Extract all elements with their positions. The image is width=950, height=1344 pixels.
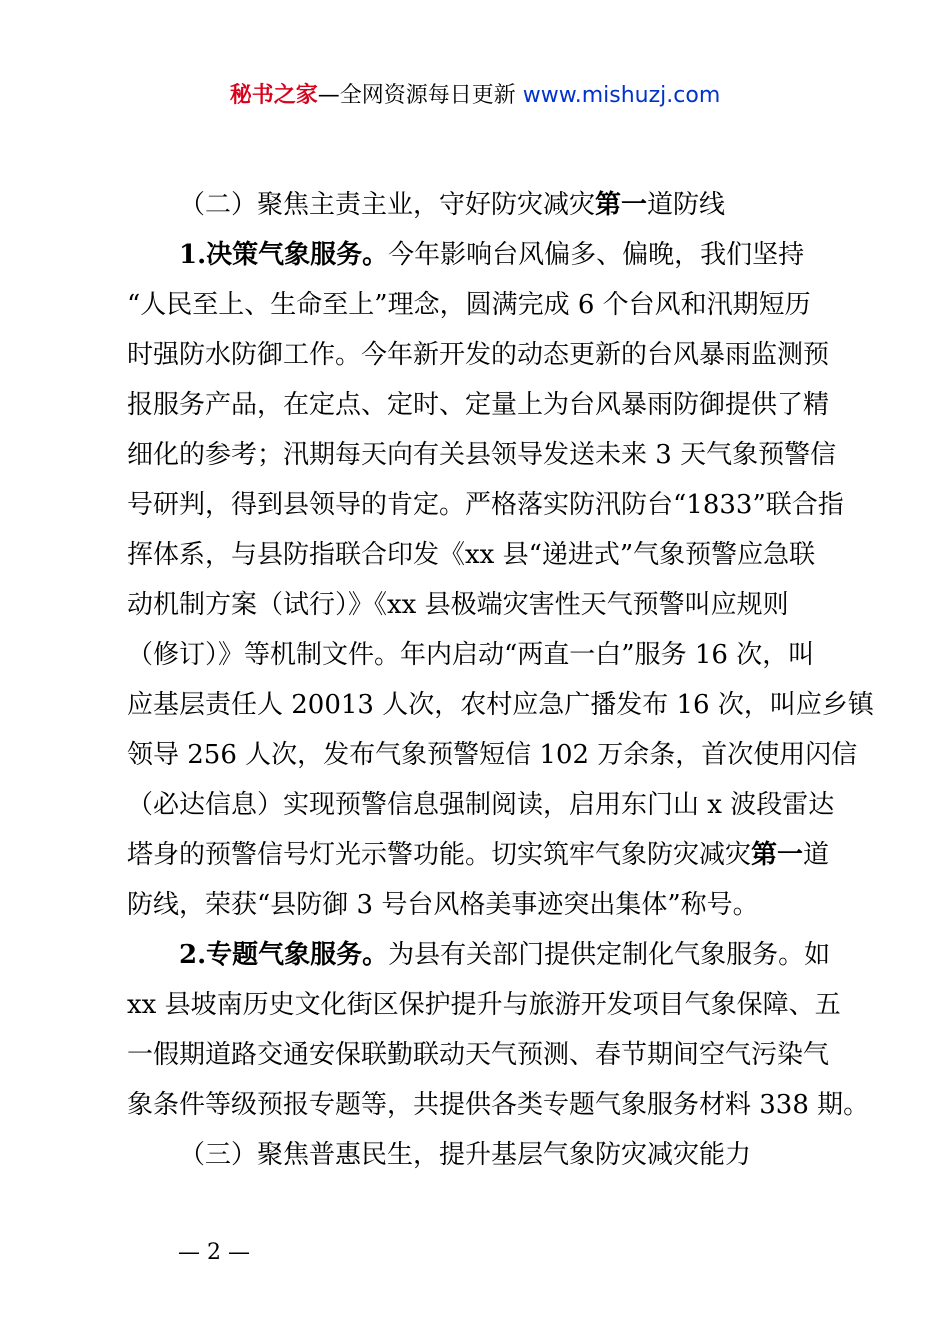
site-url-link[interactable]: www.mishuzj.com [522,83,721,108]
paragraph-line: 象条件等级预报专题等，共提供各类专题气象服务材料 338 期。 [127,1090,870,1120]
paragraph-text: 塔身的预警信号灯光示警功能。切实筑牢气象防灾减灾 [127,840,752,870]
page-number: — 2 — [178,1240,250,1265]
section-heading-text: 道防线 [647,190,726,220]
paragraph-line: 防线，荣获“县防御 3 号台风格美事迹突出集体”称号。 [127,890,759,920]
paragraph-text: 今年影响台风偏多、偏晚，我们坚持 [388,240,805,270]
header-separator: — [317,83,340,108]
section-heading-text: （二）聚焦主责主业，守好防灾减灾 [179,190,596,220]
section-heading-emphasis: 第一 [595,190,648,220]
header-tagline: 全网资源每日更新 [339,83,516,108]
document-body [127,180,874,1180]
paragraph-line: 应基层责任人 20013 人次，农村应急广播发布 16 次，叫应乡镇 [127,690,874,720]
section-heading-2 [127,180,837,230]
paragraph-text: 为县有关部门提供定制化气象服务。如 [388,940,831,970]
paragraph-line [127,930,837,980]
paragraph-line: 挥体系，与县防指联合印发《xx 县“递进式”气象预警应急联 [127,540,816,570]
paragraph-emphasis: 第一 [751,840,804,870]
paragraph-line: 一假期道路交通安保联勤联动天气预测、春节期间空气污染气 [127,1040,830,1070]
paragraph-line: 领导 256 人次，发布气象预警短信 102 万余条，首次使用闪信 [127,740,858,770]
section-heading-3: （三）聚焦普惠民生，提升基层气象防灾减灾能力 [179,1140,752,1170]
paragraph-line: 号研判，得到县领导的肯定。严格落实防汛防台“1833”联合指 [127,490,844,520]
site-header [0,80,950,112]
paragraph-line [127,230,837,280]
site-brand: 秘书之家 [229,83,318,108]
paragraph-lead: 2.专题气象服务。 [179,940,389,970]
paragraph-lead: 1.决策气象服务。 [179,240,389,270]
paragraph-line: 动机制方案（试行）》《xx 县极端灾害性天气预警叫应规则 [127,590,789,620]
paragraph-line: 报服务产品，在定点、定时、定量上为台风暴雨防御提供了精 [127,390,830,420]
paragraph-line: “人民至上、生命至上”理念，圆满完成 6 个台风和汛期短历 [127,290,811,320]
paragraph-line: xx 县坡南历史文化街区保护提升与旅游开发项目气象保障、五 [127,990,841,1020]
paragraph-line [127,830,837,880]
paragraph-line: 细化的参考；汛期每天向有关县领导发送未来 3 天气象预警信 [127,440,837,470]
paragraph-line: （修订）》等机制文件。年内启动“两直一白”服务 16 次，叫 [127,640,815,670]
paragraph-line: 时强防水防御工作。今年新开发的动态更新的台风暴雨监测预 [127,340,830,370]
paragraph-text: 道 [803,840,830,870]
paragraph-line: （必达信息）实现预警信息强制阅读，启用东门山 x 波段雷达 [127,790,835,820]
